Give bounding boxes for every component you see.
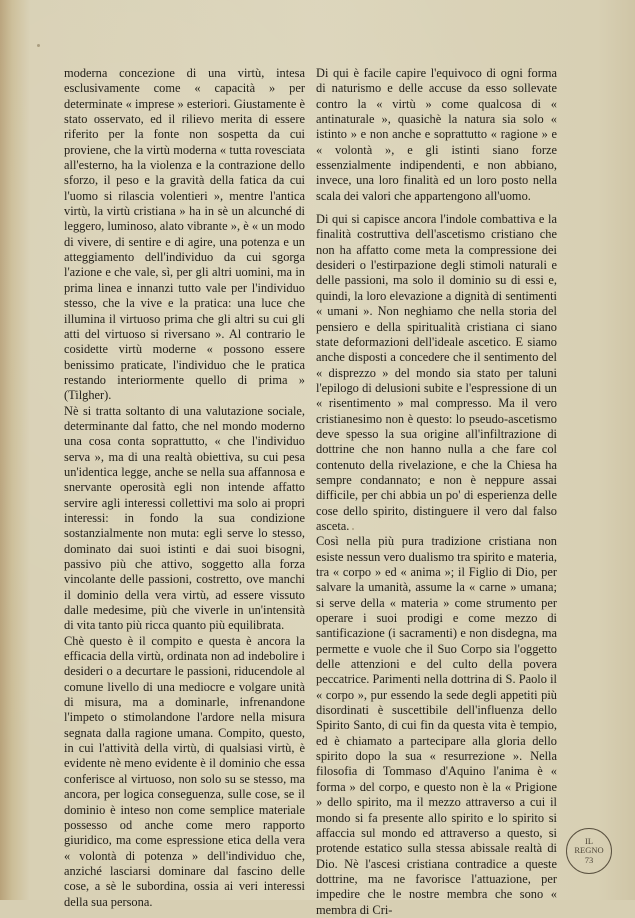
- right-paragraph-3: Così nella più pura tradizione cristiana non esiste nessun vero dualismo tra spirito e materia, tra « corpo » ed « anima »; il Figlio di Dio, per salvare la umanità, assume la « carne » umana; si serve della « materia » come strumento per operare i suoi prodigi e come mezzo di santificazione (i sacramenti) e non disdegna, ma permette e vuole che il Suo Corpo sia l'oggetto delle attenzioni e del culto della povera peccatrice. Parimenti nella dottrina di S. Paolo il « corpo », pur essendo la sede degli appetiti più disordinati è suscettibile dell'influenza dello Spirito Santo, di cui fin da questa vita è tempio, ed è chiamato a partecipare alla gloria dello spirito dopo la sua « resurrezione ». Nella filosofia di Tommaso d'Aquino l'anima è « forma » del corpo, e questo non è la « Prigione » dello spirito, ma il mezzo attraverso a cui il mondo si fa presente allo spirito e lo spirito si affaccia sul mondo ed attraverso a questo, si protende estatico sulla stessa abissale realtà di Dio. Nè l'ascesi cristiana contradice a queste dottrine, ma ne favorisce l'attuazione, per impedire che le nostre membra che sono « membra di Cri-: [316, 534, 557, 917]
- stamp-line-1: IL: [584, 835, 594, 846]
- library-stamp: [566, 828, 612, 874]
- left-column: [64, 66, 305, 910]
- left-paragraph-2: Nè si tratta soltanto di una valutazione sociale, determinante dal fatto, che nel mondo moderno una cosa conta soprattutto, « che l'individuo serva », ma di una realtà obiettiva, su cui pesa un'identica legge, anche se nella sua affannosa e snervante operosità egli non intende affatto servire agli interessi collettivi ma solo ai propri interessi: in fondo la sua condizione sostanzialmente non muta: egli serve lo stesso, dominato dai suoi istinti e dai suoi bisogni, passivo più che attivo, soggetto alla forza vincolante delle passioni, costretto, ove manchi il dominio della vera virtù, ad essere vissuto dalle medesime, più che viverle in un'intensità di vita tanto più ricca quanto più equilibrata.: [64, 403, 305, 633]
- paper-speck: [37, 44, 40, 47]
- stamp-line-3: 73: [584, 854, 594, 865]
- stamp-line-2: REGNO: [574, 845, 604, 856]
- right-paragraph-1: Di qui è facile capire l'equivoco di ogni forma di naturismo e delle accuse da esso sollevate contro la « virtù » come qualcosa di « antinaturale », quasichè la natura sia solo « istinto » e non anche e soprattutto « ragione » e « volontà », e gli istinti siano forze essenzialmente indipendenti, e non abbiano, invece, una loro finalità ed un loro posto nella scala dei valori che appartengono all'uomo.: [316, 66, 557, 203]
- right-column: [316, 66, 557, 918]
- paper-speck: [352, 528, 354, 530]
- right-paragraph-2: Di qui si capisce ancora l'indole combattiva e la finalità costruttiva dell'ascetismo cristiano che non ha affatto come meta la compressione dei desideri o l'estirpazione degli stimoli naturali e delle passioni, ma solo il dominio su di essi e, quindi, la loro elevazione a dignità di sentimenti « umani ». Non neghiamo che nella storia del pensiero e della spiritualità cristiana ci siano state deformazioni dell'ideale ascetico. E siamo anche disposti a concedere che il sentimento del « disprezzo » del mondo sia stato per taluni l'epilogo di delusioni subite e l'espressione di un « risentimento » mal compresso. Ma il vero cristianesimo non è questo: lo pseudo-ascetismo deve spesso la sua origine all'infiltrazione di dottrine che non hanno nulla a che fare col contenuto della rivelazione, e che la Chiesa ha sempre condannato; e non è neppure assai difficile, per chi abbia un po' di esperienza delle cose dello spirito, distinguere il vero dal falso asceta.: [316, 212, 557, 533]
- left-paragraph-1: moderna concezione di una virtù, intesa esclusivamente come « capacità » per determinate « imprese » esteriori. Giustamente è stato osservato, ed il rilievo merita di essere riferito per la fonte non sospetta da cui proviene, che la virtù moderna « tutta rovesciata all'esterno, ha la violenza e la contrazione dello sforzo, il peso e la gravità della fatica da cui l'uomo si rilascia volentieri », mentre l'antica virtù, la virtù cristiana » ha in sè un alcunché di leggero, luminoso, alato vibrante », è « un modo di vivere, di sentire e di agire, una potenza e un atteggiamento dell'individuo da cui sgorga l'azione e che vale, sì, per gli altri uomini, ma in prima linea e innanzi tutto vale per l'individuo stesso, che la vive e la pratica: una luce che illumina il virtuoso prima che gli altri su cui gli atti del virtuoso si riversano ». Al contrario le cosidette virtù moderne « possono essere benissimo praticate, l'individuo che le pratica restando interiormente quello di prima » (Tilgher).: [64, 66, 305, 403]
- left-paragraph-3: Chè questo è il compito e questa è ancora la efficacia della virtù, ordinata non ad indebolire i desideri o a decurtare le passioni, riducendole al comune livello di una mediocre e volgare unità di misura, ma a dominarle, infrenandone l'impeto o stimolandone l'ardore nella misura segnata dalla ragione umana. Compito, questo, in cui l'attività della virtù, di qualsiasi virtù, è evidente nè meno evidente è il dominio che essa conferisce al virtuoso, non solo su se stesso, ma ancora, per logica conseguenza, sulle cose, se il dominio è inteso non come semplice materiale possesso od anche come mero rapporto giuridico, ma come espressione etica della vera « volontà di potenza » dell'individuo che, anziché lasciarsi dominare dal fascino delle cose, a sè le subordina, ossia ai veri interessi della sua persona.: [64, 633, 305, 909]
